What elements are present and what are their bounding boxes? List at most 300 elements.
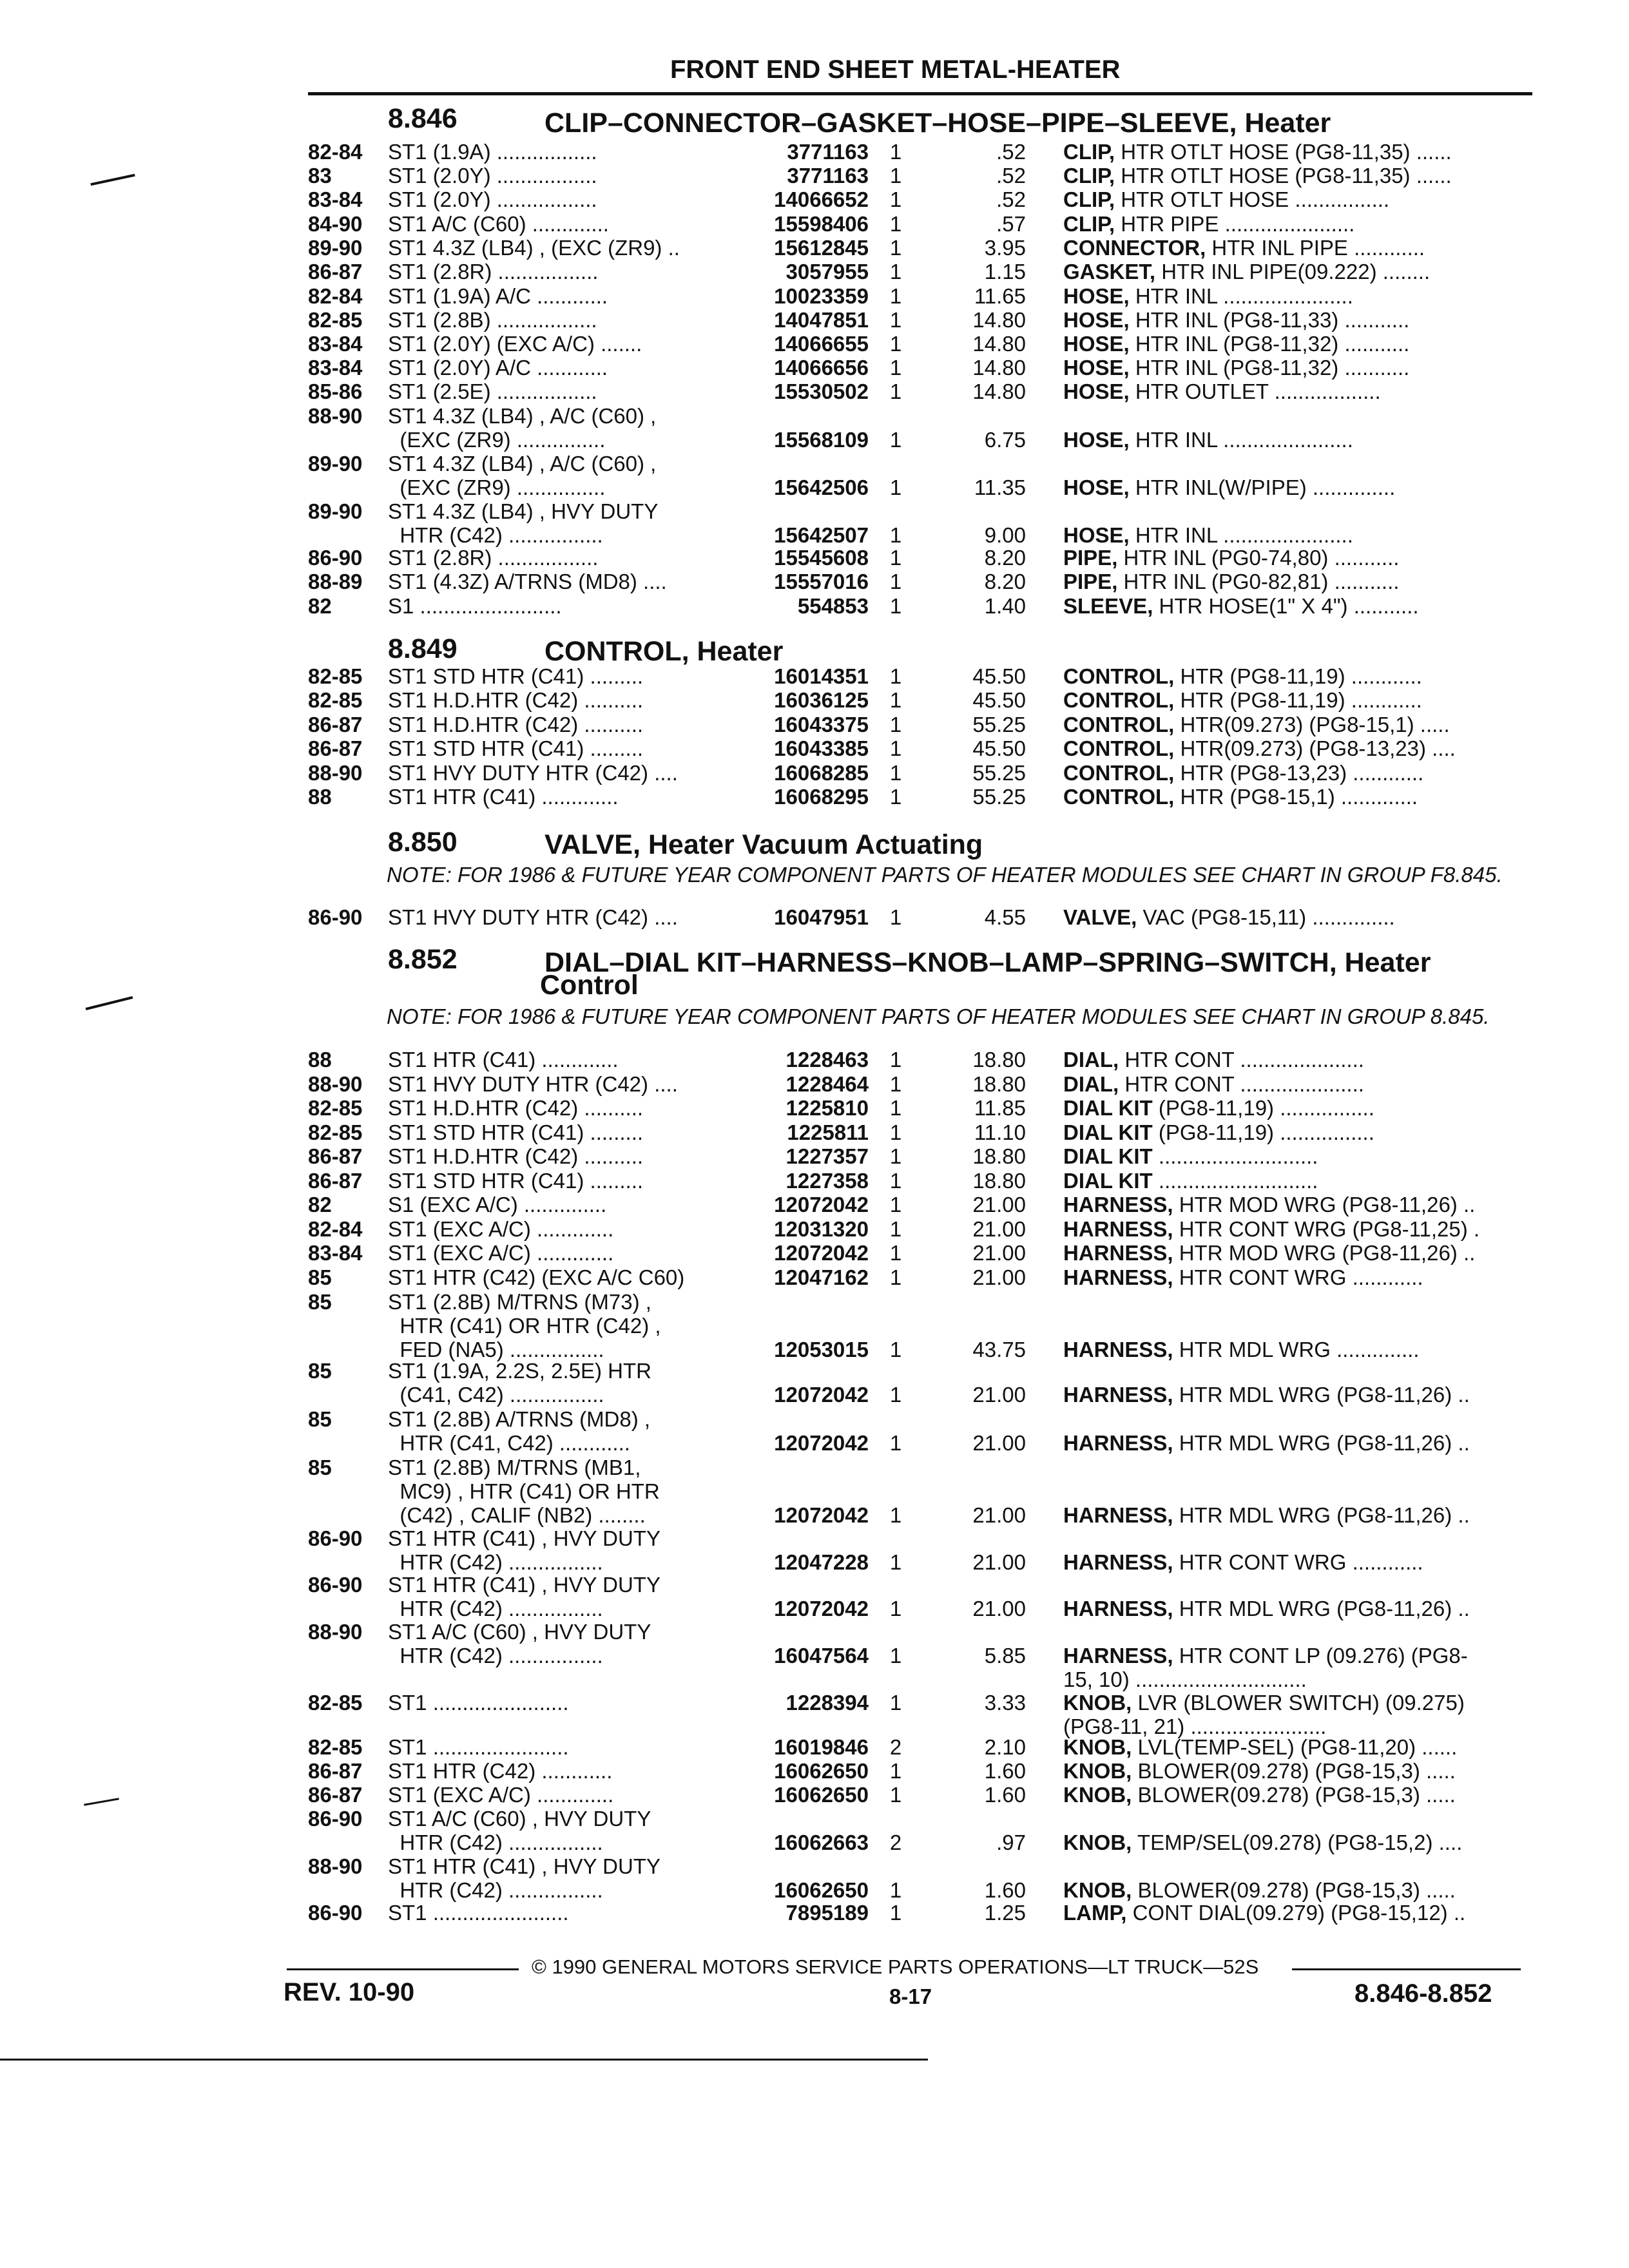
table-row <box>0 1169 1629 1193</box>
section-note: NOTE: FOR 1986 & FUTURE YEAR COMPONENT PARTS OF HEATER MODULES SEE CHART IN GROUP 8.845. <box>387 1004 1490 1028</box>
table-row <box>0 736 1629 760</box>
application: ST1 (2.8B) A/TRNS (MD8) , <box>388 1407 651 1431</box>
price: 1.15 <box>984 260 1026 284</box>
model-years: 82-84 <box>308 140 363 164</box>
model-years: 82 <box>308 1193 332 1216</box>
application: ST1 4.3Z (LB4) , HVY DUTY <box>388 499 659 523</box>
part-number: 1228394 <box>786 1691 869 1715</box>
application: ST1 HTR (C41) ............. <box>388 785 619 809</box>
description: DIAL KIT (PG8-11,19) ................ <box>1063 1096 1374 1120</box>
part-number: 3771163 <box>787 140 869 164</box>
description: KNOB, BLOWER(09.278) (PG8-15,3) ..... <box>1063 1878 1456 1902</box>
model-years: 86-87 <box>308 260 363 284</box>
model-years: 83 <box>308 164 332 187</box>
price: 21.00 <box>972 1503 1026 1527</box>
quantity: 1 <box>889 1265 902 1289</box>
quantity: 1 <box>889 308 902 332</box>
model-years: 85 <box>308 1407 332 1431</box>
part-number: 1227358 <box>786 1169 869 1193</box>
price: 11.85 <box>974 1096 1026 1120</box>
description: HARNESS, HTR CONT LP (09.276) (PG8- <box>1063 1644 1468 1667</box>
section-title-continued: Control <box>540 970 639 1001</box>
section-title: VALVE, Heater Vacuum Actuating <box>545 829 983 860</box>
part-number: 15642506 <box>774 476 869 499</box>
section-title: CONTROL, Heater <box>545 636 784 667</box>
table-row <box>0 212 1629 236</box>
model-years: 86-90 <box>308 1573 363 1597</box>
application: ST1 (1.9A, 2.2S, 2.5E) HTR <box>388 1359 651 1383</box>
part-number: 16062663 <box>774 1831 869 1854</box>
application: HTR (C42) ................ <box>388 1550 603 1574</box>
application: ST1 4.3Z (LB4) , A/C (C60) , <box>388 404 657 428</box>
part-number: 12072042 <box>774 1597 869 1620</box>
table-row <box>0 1456 1629 1527</box>
table-row <box>0 1241 1629 1265</box>
model-years: 82-85 <box>308 688 363 712</box>
quantity: 1 <box>889 187 902 211</box>
application: (C41, C42) ................ <box>388 1383 604 1407</box>
price: 21.00 <box>972 1265 1026 1289</box>
part-number: 15530502 <box>774 380 869 403</box>
description: HARNESS, HTR MDL WRG .............. <box>1063 1338 1420 1361</box>
part-number: 16068295 <box>774 785 869 809</box>
application: ST1 4.3Z (LB4) , (EXC (ZR9) .. <box>388 236 680 260</box>
part-number: 1228463 <box>786 1048 869 1072</box>
model-years: 89-90 <box>308 236 363 260</box>
model-years: 86-87 <box>308 1783 363 1807</box>
part-number: 14066655 <box>774 332 869 356</box>
model-years: 86-87 <box>308 1759 363 1783</box>
quantity: 1 <box>889 356 902 380</box>
application: HTR (C41, C42) ............ <box>388 1431 630 1455</box>
model-years: 86-90 <box>308 1901 363 1925</box>
part-number: 16062650 <box>774 1878 869 1902</box>
table-row <box>0 1193 1629 1216</box>
table-row <box>0 1290 1629 1361</box>
quantity: 1 <box>889 761 902 785</box>
application: (EXC (ZR9) ............... <box>388 476 606 499</box>
section-note: NOTE: FOR 1986 & FUTURE YEAR COMPONENT PARTS OF HEATER MODULES SEE CHART IN GROUP F8.845. <box>387 863 1503 887</box>
application: ST1 STD HTR (C41) ......... <box>388 1120 644 1144</box>
table-row <box>0 1048 1629 1072</box>
part-number: 14066652 <box>774 187 869 211</box>
application: ST1 (1.9A) A/C ............ <box>388 284 608 308</box>
application: ST1 (EXC A/C) ............. <box>388 1241 614 1265</box>
price: 21.00 <box>972 1597 1026 1620</box>
table-row <box>0 1620 1629 1691</box>
quantity: 1 <box>889 1217 902 1241</box>
part-number: 554853 <box>797 594 869 618</box>
footer-copyright: © 1990 GENERAL MOTORS SERVICE PARTS OPERATIONS—LT TRUCK—52S <box>532 1956 1259 1978</box>
quantity: 1 <box>889 594 902 618</box>
description: (PG8-11, 21) ....................... <box>1063 1715 1327 1738</box>
price: .52 <box>996 187 1026 211</box>
application: ST1 (2.5E) ................. <box>388 380 597 403</box>
application: ST1 STD HTR (C41) ......... <box>388 736 644 760</box>
application: FED (NA5) ................ <box>388 1338 604 1361</box>
model-years: 88-90 <box>308 404 363 428</box>
description: LAMP, CONT DIAL(09.279) (PG8-15,12) .. <box>1063 1901 1466 1925</box>
application: (EXC (ZR9) ............... <box>388 428 606 452</box>
price: 21.00 <box>972 1383 1026 1407</box>
table-row <box>0 236 1629 260</box>
application: ST1 HTR (C42) ............ <box>388 1759 613 1783</box>
part-number: 16062650 <box>774 1783 869 1807</box>
part-number: 16047951 <box>774 905 869 929</box>
part-number: 12031320 <box>774 1217 869 1241</box>
description: CONTROL, HTR (PG8-11,19) ............ <box>1063 664 1422 688</box>
price: 1.60 <box>984 1878 1026 1902</box>
model-years: 85 <box>308 1265 332 1289</box>
table-row <box>0 1120 1629 1144</box>
description: DIAL KIT ........................... <box>1063 1169 1318 1193</box>
price: 55.25 <box>972 713 1026 736</box>
table-row <box>0 140 1629 164</box>
quantity: 1 <box>889 236 902 260</box>
description: KNOB, LVR (BLOWER SWITCH) (09.275) <box>1063 1691 1465 1715</box>
table-row <box>0 761 1629 785</box>
application: ST1 H.D.HTR (C42) .......... <box>388 1144 644 1168</box>
section-number: 8.846 <box>388 103 458 134</box>
part-number: 1225811 <box>787 1120 869 1144</box>
quantity: 1 <box>889 1383 902 1407</box>
section-title: CLIP–CONNECTOR–GASKET–HOSE–PIPE–SLEEVE, Heater <box>545 108 1331 139</box>
price: 14.80 <box>972 308 1026 332</box>
price: 1.60 <box>984 1783 1026 1807</box>
application: ST1 ....................... <box>388 1735 569 1759</box>
description: HOSE, HTR INL ...................... <box>1063 523 1353 547</box>
part-number: 12047162 <box>774 1265 869 1289</box>
description: HARNESS, HTR MDL WRG (PG8-11,26) .. <box>1063 1597 1470 1620</box>
quantity: 1 <box>889 785 902 809</box>
model-years: 88-90 <box>308 1072 363 1096</box>
section-title: DIAL–DIAL KIT–HARNESS–KNOB–LAMP–SPRING–SWITCH, Heater <box>545 947 1431 978</box>
description: KNOB, BLOWER(09.278) (PG8-15,3) ..... <box>1063 1759 1456 1783</box>
part-number: 1228464 <box>786 1072 869 1096</box>
application: ST1 ....................... <box>388 1691 569 1715</box>
quantity: 1 <box>889 260 902 284</box>
part-number: 12072042 <box>774 1241 869 1265</box>
bottom-edge-line <box>0 2059 928 2061</box>
quantity: 1 <box>889 380 902 403</box>
price: 1.40 <box>984 594 1026 618</box>
table-row <box>0 1573 1629 1620</box>
model-years: 86-87 <box>308 736 363 760</box>
application: ST1 A/C (C60) ............. <box>388 212 609 236</box>
price: 11.10 <box>974 1120 1026 1144</box>
table-row <box>0 1759 1629 1783</box>
description: VALVE, VAC (PG8-15,11) .............. <box>1063 905 1395 929</box>
part-number: 12072042 <box>774 1503 869 1527</box>
table-row <box>0 404 1629 452</box>
model-years: 83-84 <box>308 187 363 211</box>
application: S1 (EXC A/C) .............. <box>388 1193 607 1216</box>
price: 18.80 <box>972 1048 1026 1072</box>
application: ST1 (1.9A) ................. <box>388 140 597 164</box>
price: 8.20 <box>984 546 1026 570</box>
application: ST1 (2.8B) ................. <box>388 308 597 332</box>
description: CLIP, HTR OTLT HOSE ................ <box>1063 187 1390 211</box>
description: HARNESS, HTR CONT WRG ............ <box>1063 1265 1423 1289</box>
price: 21.00 <box>972 1550 1026 1574</box>
part-number: 16019846 <box>774 1735 869 1759</box>
description: HARNESS, HTR MOD WRG (PG8-11,26) .. <box>1063 1193 1476 1216</box>
model-years: 82-85 <box>308 1120 363 1144</box>
table-row <box>0 1265 1629 1289</box>
table-row <box>0 1526 1629 1574</box>
table-row <box>0 905 1629 929</box>
quantity: 1 <box>889 713 902 736</box>
part-number: 10023359 <box>774 284 869 308</box>
model-years: 89-90 <box>308 452 363 476</box>
quantity: 1 <box>889 332 902 356</box>
table-row <box>0 1407 1629 1455</box>
quantity: 1 <box>889 1431 902 1455</box>
price: 21.00 <box>972 1431 1026 1455</box>
quantity: 1 <box>889 1048 902 1072</box>
quantity: 1 <box>889 1072 902 1096</box>
application: ST1 HTR (C41) , HVY DUTY <box>388 1854 660 1878</box>
model-years: 86-90 <box>308 546 363 570</box>
description: KNOB, TEMP/SEL(09.278) (PG8-15,2) .... <box>1063 1831 1463 1854</box>
application: ST1 4.3Z (LB4) , A/C (C60) , <box>388 452 657 476</box>
price: 21.00 <box>972 1193 1026 1216</box>
part-number: 14066656 <box>774 356 869 380</box>
quantity: 1 <box>889 476 902 499</box>
application: ST1 (EXC A/C) ............. <box>388 1783 614 1807</box>
application: ST1 HVY DUTY HTR (C42) .... <box>388 1072 678 1096</box>
model-years: 88-90 <box>308 1854 363 1878</box>
price: 9.00 <box>984 523 1026 547</box>
part-number: 16014351 <box>774 664 869 688</box>
application: ST1 HTR (C41) , HVY DUTY <box>388 1573 660 1597</box>
price: 3.33 <box>984 1691 1026 1715</box>
description: HOSE, HTR OUTLET .................. <box>1063 380 1381 403</box>
description: HOSE, HTR INL (PG8-11,32) ........... <box>1063 356 1410 380</box>
section-number: 8.849 <box>388 633 458 664</box>
application: ST1 A/C (C60) , HVY DUTY <box>388 1807 651 1831</box>
part-number: 16043375 <box>774 713 869 736</box>
price: 11.35 <box>974 476 1026 499</box>
application: ST1 (2.8B) M/TRNS (MB1, <box>388 1456 641 1479</box>
quantity: 1 <box>889 688 902 712</box>
description: HOSE, HTR INL (PG8-11,32) ........... <box>1063 332 1410 356</box>
description: CONTROL, HTR (PG8-11,19) ............ <box>1063 688 1422 712</box>
table-row <box>0 260 1629 284</box>
model-years: 83-84 <box>308 356 363 380</box>
page-header: FRONT END SHEET METAL-HEATER <box>670 55 1121 84</box>
price: 4.55 <box>984 905 1026 929</box>
application: ST1 STD HTR (C41) ......... <box>388 664 644 688</box>
model-years: 86-87 <box>308 713 363 736</box>
description: HARNESS, HTR MDL WRG (PG8-11,26) .. <box>1063 1383 1470 1407</box>
model-years: 86-90 <box>308 1807 363 1831</box>
quantity: 1 <box>889 1550 902 1574</box>
description: CLIP, HTR OTLT HOSE (PG8-11,35) ...... <box>1063 164 1452 187</box>
model-years: 86-90 <box>308 905 363 929</box>
price: 8.20 <box>984 570 1026 593</box>
quantity: 1 <box>889 664 902 688</box>
model-years: 83-84 <box>308 1241 363 1265</box>
quantity: 1 <box>889 1144 902 1168</box>
application: MC9) , HTR (C41) OR HTR <box>388 1479 660 1503</box>
quantity: 1 <box>889 523 902 547</box>
description: CONTROL, HTR (PG8-13,23) ............ <box>1063 761 1424 785</box>
table-row <box>0 1854 1629 1902</box>
table-row <box>0 1072 1629 1096</box>
section-number: 8.850 <box>388 827 458 858</box>
model-years: 82-85 <box>308 308 363 332</box>
application: ST1 (2.0Y) ................. <box>388 187 597 211</box>
price: 18.80 <box>972 1144 1026 1168</box>
price: .52 <box>996 164 1026 187</box>
part-number: 15598406 <box>774 212 869 236</box>
price: .97 <box>996 1831 1026 1854</box>
part-number: 16062650 <box>774 1759 869 1783</box>
quantity: 1 <box>889 1169 902 1193</box>
quantity: 1 <box>889 1878 902 1902</box>
quantity: 1 <box>889 546 902 570</box>
part-number: 16036125 <box>774 688 869 712</box>
scan-mark <box>86 996 133 1010</box>
quantity: 1 <box>889 1644 902 1667</box>
table-row <box>0 1217 1629 1241</box>
quantity: 1 <box>889 284 902 308</box>
description: CLIP, HTR PIPE ...................... <box>1063 212 1355 236</box>
application: (C42) , CALIF (NB2) ........ <box>388 1503 646 1527</box>
part-number: 12047228 <box>774 1550 869 1574</box>
footer-rule-left <box>287 1968 519 1970</box>
description: 15, 10) ............................. <box>1063 1667 1307 1691</box>
quantity: 1 <box>889 428 902 452</box>
quantity: 1 <box>889 1759 902 1783</box>
footer-rule-right <box>1292 1968 1521 1970</box>
description: CONNECTOR, HTR INL PIPE ............ <box>1063 236 1425 260</box>
model-years: 88-90 <box>308 761 363 785</box>
table-row <box>0 664 1629 688</box>
table-row <box>0 452 1629 499</box>
table-row <box>0 1783 1629 1807</box>
application: ST1 HVY DUTY HTR (C42) .... <box>388 761 678 785</box>
quantity: 1 <box>889 1783 902 1807</box>
table-row <box>0 1735 1629 1759</box>
application: ST1 (2.0Y) A/C ............ <box>388 356 608 380</box>
price: 3.95 <box>984 236 1026 260</box>
description: HARNESS, HTR MOD WRG (PG8-11,26) .. <box>1063 1241 1476 1265</box>
price: 45.50 <box>972 664 1026 688</box>
price: 2.10 <box>984 1735 1026 1759</box>
application: ST1 (2.0Y) (EXC A/C) ....... <box>388 332 642 356</box>
application: ST1 ....................... <box>388 1901 569 1925</box>
quantity: 1 <box>889 1503 902 1527</box>
model-years: 88-90 <box>308 1620 363 1644</box>
quantity: 1 <box>889 1691 902 1715</box>
table-row <box>0 380 1629 403</box>
description: HARNESS, HTR MDL WRG (PG8-11,26) .. <box>1063 1503 1470 1527</box>
price: 1.25 <box>984 1901 1026 1925</box>
model-years: 85-86 <box>308 380 363 403</box>
table-row <box>0 284 1629 308</box>
part-number: 12053015 <box>774 1338 869 1361</box>
application: HTR (C41) OR HTR (C42) , <box>388 1314 661 1338</box>
table-row <box>0 499 1629 547</box>
part-number: 12072042 <box>774 1383 869 1407</box>
model-years: 82-84 <box>308 284 363 308</box>
application: ST1 H.D.HTR (C42) .......... <box>388 1096 644 1120</box>
part-number: 1227357 <box>786 1144 869 1168</box>
model-years: 82-85 <box>308 1691 363 1715</box>
model-years: 86-87 <box>308 1169 363 1193</box>
model-years: 88 <box>308 785 332 809</box>
price: 43.75 <box>972 1338 1026 1361</box>
table-row <box>0 713 1629 736</box>
model-years: 85 <box>308 1456 332 1479</box>
quantity: 1 <box>889 1193 902 1216</box>
application: ST1 (2.8R) ................. <box>388 546 599 570</box>
application: ST1 HTR (C41) ............. <box>388 1048 619 1072</box>
application: ST1 H.D.HTR (C42) .......... <box>388 688 644 712</box>
description: DIAL KIT ........................... <box>1063 1144 1318 1168</box>
model-years: 85 <box>308 1290 332 1314</box>
description: SLEEVE, HTR HOSE(1" X 4") ........... <box>1063 594 1419 618</box>
quantity: 1 <box>889 570 902 593</box>
footer-revision: REV. 10-90 <box>284 1978 415 2006</box>
price: 18.80 <box>972 1169 1026 1193</box>
description: HARNESS, HTR CONT WRG ............ <box>1063 1550 1423 1574</box>
model-years: 82-85 <box>308 1096 363 1120</box>
model-years: 88 <box>308 1048 332 1072</box>
part-number: 3771163 <box>787 164 869 187</box>
section-number: 8.852 <box>388 944 458 975</box>
price: 55.25 <box>972 761 1026 785</box>
application: ST1 HTR (C42) (EXC A/C C60) <box>388 1265 685 1289</box>
part-number: 12072042 <box>774 1193 869 1216</box>
table-row <box>0 1144 1629 1168</box>
quantity: 1 <box>889 736 902 760</box>
application: HTR (C42) ................ <box>388 1831 603 1854</box>
price: 14.80 <box>972 332 1026 356</box>
price: 21.00 <box>972 1217 1026 1241</box>
application: ST1 HTR (C41) , HVY DUTY <box>388 1526 660 1550</box>
description: PIPE, HTR INL (PG0-74,80) ........... <box>1063 546 1400 570</box>
part-number: 12072042 <box>774 1431 869 1455</box>
table-row <box>0 332 1629 356</box>
table-row <box>0 1096 1629 1120</box>
footer-page-number: 8-17 <box>889 1984 932 2008</box>
part-number: 16043385 <box>774 736 869 760</box>
application: HTR (C42) ................ <box>388 1597 603 1620</box>
part-number: 1225810 <box>786 1096 869 1120</box>
application: S1 ........................ <box>388 594 562 618</box>
quantity: 1 <box>889 1120 902 1144</box>
part-number: 16068285 <box>774 761 869 785</box>
description: KNOB, LVL(TEMP-SEL) (PG8-11,20) ...... <box>1063 1735 1458 1759</box>
model-years: 83-84 <box>308 332 363 356</box>
quantity: 1 <box>889 905 902 929</box>
application: ST1 STD HTR (C41) ......... <box>388 1169 644 1193</box>
application: ST1 A/C (C60) , HVY DUTY <box>388 1620 651 1644</box>
part-number: 15642507 <box>774 523 869 547</box>
quantity: 1 <box>889 1096 902 1120</box>
model-years: 89-90 <box>308 499 363 523</box>
model-years: 85 <box>308 1359 332 1383</box>
part-number: 15568109 <box>774 428 869 452</box>
part-number: 14047851 <box>774 308 869 332</box>
description: HOSE, HTR INL ...................... <box>1063 284 1353 308</box>
table-row <box>0 688 1629 712</box>
quantity: 2 <box>889 1735 902 1759</box>
table-row <box>0 308 1629 332</box>
